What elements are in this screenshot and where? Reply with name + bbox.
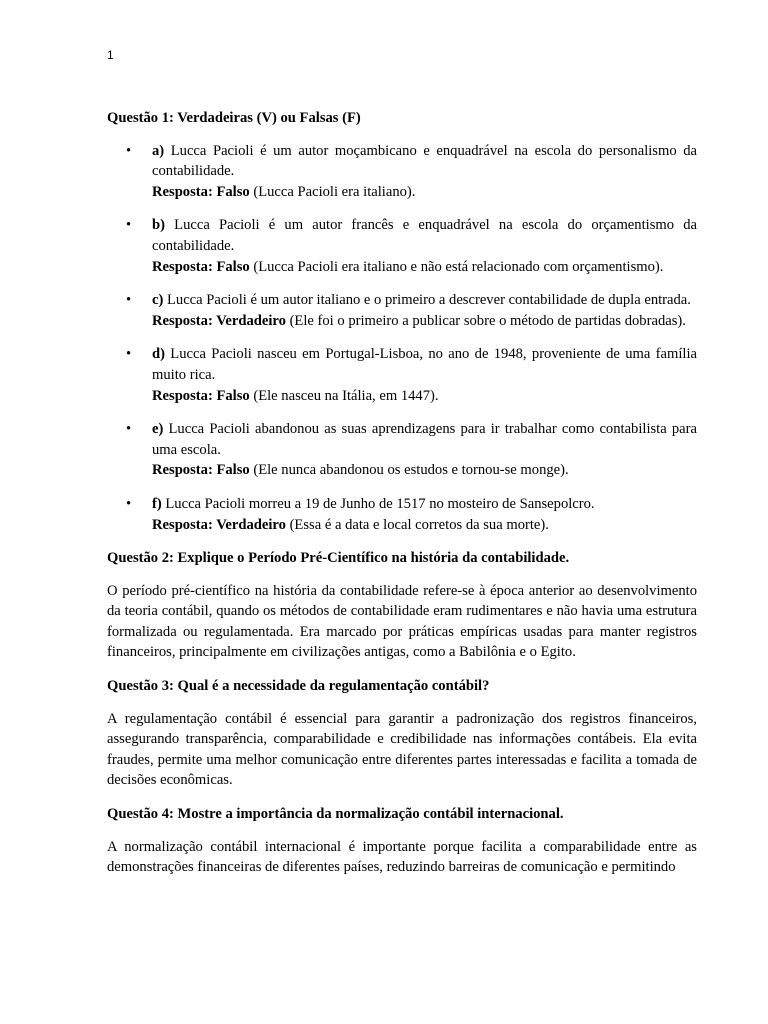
- answer-label: Resposta: Verdadeiro: [152, 312, 286, 329]
- item-letter: e): [152, 421, 164, 438]
- answer-label: Resposta: Falso: [152, 387, 250, 404]
- answer-label: Resposta: Verdadeiro: [152, 516, 286, 533]
- question-3-title: Questão 3: Qual é a necessidade da regulamentação contábil?: [107, 678, 490, 695]
- question-4-answer: A normalização contábil internacional é importante porque facilita a comparabilidade entre as demonstrações financeiras de diferentes países, reduzindo barreiras de comunicação e permitindo: [107, 838, 697, 876]
- item-letter: d): [152, 346, 165, 363]
- item-text: Lucca Pacioli é um autor moçambicano e enquadrável na escola do personalismo da contabilidade.: [152, 142, 697, 180]
- item-text: Lucca Pacioli abandonou as suas aprendizagens para ir trabalhar como contabilista para uma escola.: [152, 421, 697, 458]
- list-item: [107, 290, 697, 331]
- item-text: Lucca Pacioli é um autor italiano e o primeiro a descrever contabilidade de dupla entrada.: [163, 292, 691, 309]
- answer-label: Resposta: Falso: [152, 258, 250, 275]
- page-number: 1: [107, 48, 114, 62]
- item-letter: f): [152, 495, 162, 512]
- answer-text: (Ele nunca abandonou os estudos e tornou-se monge).: [249, 462, 569, 479]
- question-2-title: Questão 2: Explique o Período Pré-Científico na história da contabilidade.: [107, 550, 570, 567]
- item-letter: c): [152, 292, 164, 309]
- answer-text: (Lucca Pacioli era italiano).: [249, 183, 416, 200]
- question-1-title: Questão 1: Verdadeiras (V) ou Falsas (F): [107, 110, 361, 126]
- list-item: [107, 215, 697, 277]
- item-text: Lucca Pacioli nasceu em Portugal-Lisboa, no ano de 1948, proveniente de uma família muito rica.: [152, 346, 697, 383]
- answer-label: Resposta: Falso: [152, 462, 250, 479]
- item-letter: b): [152, 217, 165, 234]
- list-item: [107, 141, 697, 203]
- question-3-answer: A regulamentação contábil é essencial para garantir a padronização dos registros financeiros, assegurando transparência, comparabilidade e credibilidade nas informações contábeis. Ela evita fraudes, permite uma melhor comunicação entre diferentes partes interessadas e facilita a tomada de decisões econômicas.: [107, 710, 697, 789]
- answer-text: (Ele foi o primeiro a publicar sobre o método de partidas dobradas).: [285, 312, 686, 329]
- item-text: Lucca Pacioli morreu a 19 de Junho de 1517 no mosteiro de Sansepolcro.: [161, 495, 595, 512]
- document-body: [107, 108, 697, 878]
- question-4-title: Questão 4: Mostre a importância da normalização contábil internacional.: [107, 806, 564, 823]
- answer-text: (Ele nasceu na Itália, em 1447).: [249, 387, 439, 404]
- question-2-answer: O período pré-científico na história da contabilidade refere-se à época anterior ao desenvolvimento da teoria contábil, quando os métodos de contabilidade eram rudimentares e não havia uma estrutura formalizada ou regulamentada. Era marcado por práticas empíricas usadas para manter registros financeiros, principalmente em civilizações antigas, como a Babilônia e o Egito.: [107, 582, 697, 661]
- answer-text: (Lucca Pacioli era italiano e não está relacionado com orçamentismo).: [249, 258, 664, 275]
- list-item: [107, 419, 697, 481]
- list-item: [107, 494, 697, 535]
- question-1-list: [107, 141, 697, 536]
- item-text: Lucca Pacioli é um autor francês e enquadrável na escola do orçamentismo da contabilidade.: [152, 217, 697, 254]
- answer-text: (Essa é a data e local corretos da sua morte).: [285, 516, 549, 533]
- item-letter: a): [152, 142, 165, 159]
- list-item: [107, 344, 697, 406]
- answer-label: Resposta: Falso: [152, 183, 250, 200]
